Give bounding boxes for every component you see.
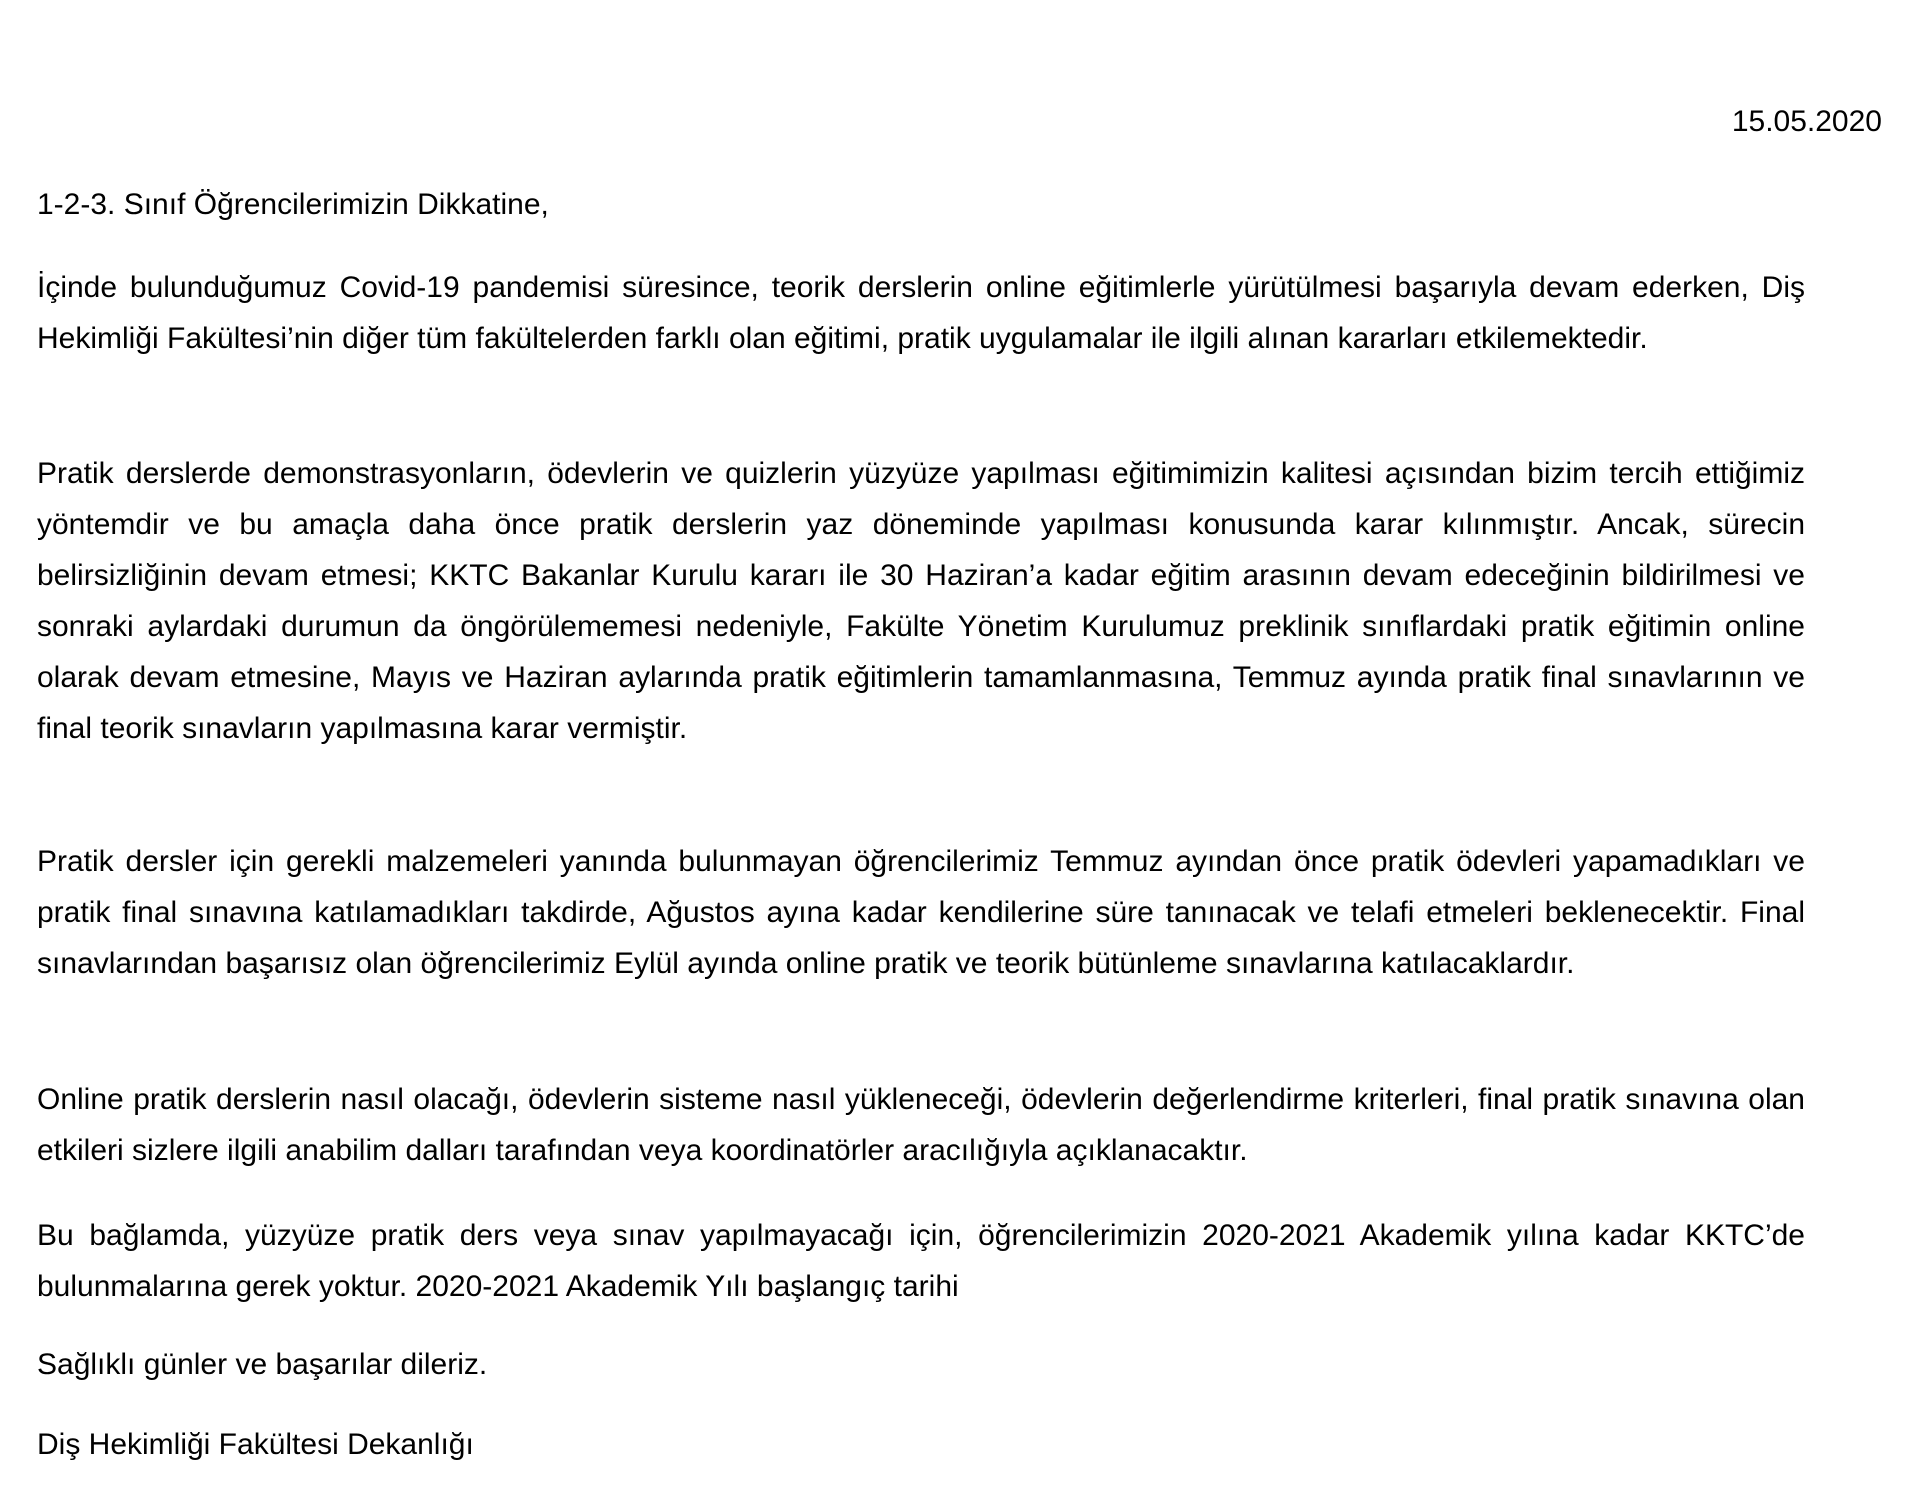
paragraph-online-details: Online pratik derslerin nasıl olacağı, ödevlerin sisteme nasıl yükleneceği, ödevlerin değerlendirme kriterleri, final pratik sınavına olan etkileri sizlere ilgili anabilim dalları tarafından veya koordinatörler aracılığıyla açıklanacaktır. [37,1083,1805,1167]
paragraph-practical-decision: Pratik derslerde demonstrasyonların, ödevlerin ve quizlerin yüzyüze yapılması eğitimimizin kalitesi açısından bizim tercih ettiğimiz yöntemdir ve bu amaçla daha önce pratik derslerin yaz döneminde yapılması konusunda karar kılınmıştır. Ancak, sürecin belirsizliğinin devam etmesi; KKTC Bakanlar Kurulu kararı ile 30 Haziran’a kadar eğitim arasının devam edeceğinin bildirilmesi ve sonraki aylardaki durumun da öngörülememesi nedeniyle, Fakülte Yönetim Kurulumuz preklinik sınıflardaki pratik eğitimin online olarak devam etmesine, Mayıs ve Haziran aylarında pratik eğitimlerin tamamlanmasına, Temmuz ayında pratik final sınavlarının ve final teorik sınavların yapılmasına karar vermiştir. [37,457,1805,745]
signature: Diş Hekimliği Fakültesi Dekanlığı [37,1428,474,1461]
salutation: 1-2-3. Sınıf Öğrencilerimizin Dikkatine, [37,188,549,221]
closing-line: Sağlıklı günler ve başarılar dileriz. [37,1348,488,1381]
letter-date: 15.05.2020 [1731,105,1882,138]
paragraph-no-need-in-trnc: Bu bağlamda, yüzyüze pratik ders veya sınav yapılmayacağı için, öğrencilerimizin 2020-2021 Akademik yılına kadar KKTC’de bulunmalarına gerek yoktur. 2020-2021 Akademik Yılı başlangıç tarihi [37,1219,1805,1303]
paragraph-pandemic-context: İçinde bulunduğumuz Covid-19 pandemisi süresince, teorik derslerin online eğitimlerle yürütülmesi başarıyla devam ederken, Diş Hekimliği Fakültesi’nin diğer tüm fakültelerden farklı olan eğitimi, pratik uygulamalar ile ilgili alınan kararları etkilemektedir. [37,271,1805,355]
paragraph-materials-makeup: Pratik dersler için gerekli malzemeleri yanında bulunmayan öğrencilerimiz Temmuz ayından önce pratik ödevleri yapamadıkları ve pratik final sınavına katılamadıkları takdirde, Ağustos ayına kadar kendilerine süre tanınacak ve telafi etmeleri beklenecektir. Final sınavlarından başarısız olan öğrencilerimiz Eylül ayında online pratik ve teorik bütünleme sınavlarına katılacaklardır. [37,845,1805,980]
